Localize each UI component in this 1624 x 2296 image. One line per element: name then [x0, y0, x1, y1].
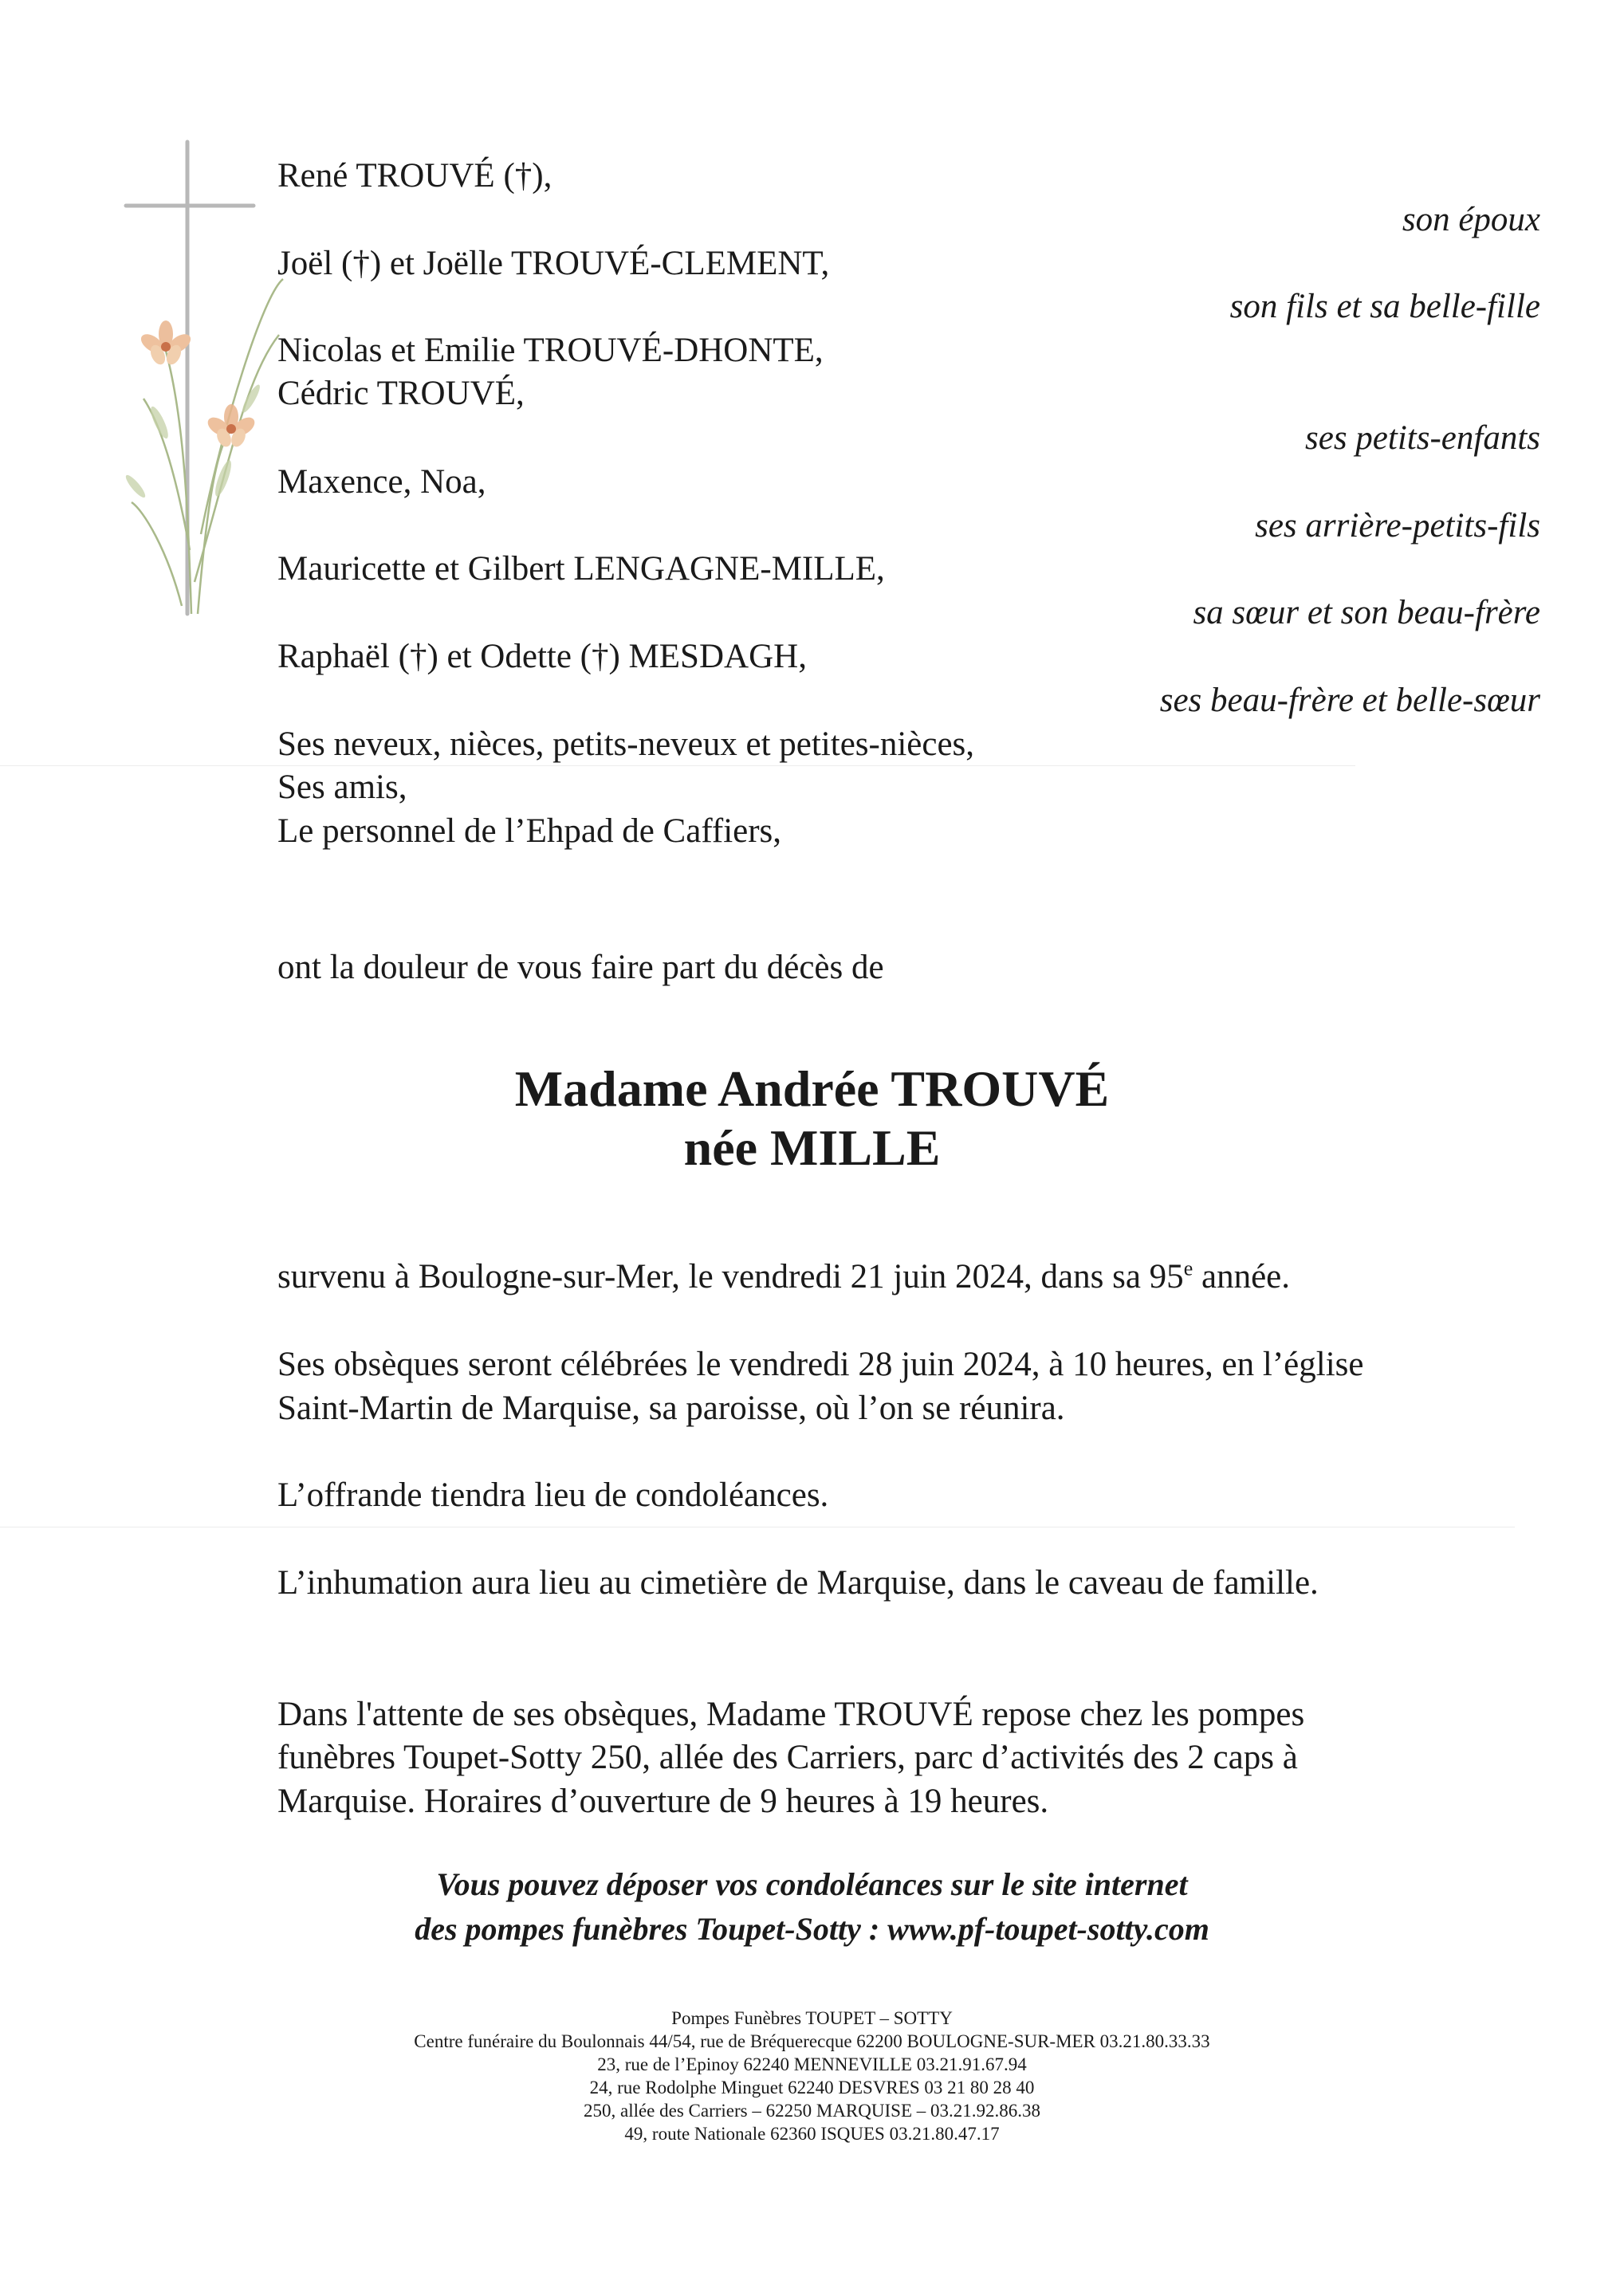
condolences-line: Vous pouvez déposer vos condoléances sur le site internet	[436, 1866, 1188, 1902]
relation-label: sa sœur et son beau-frère	[1193, 594, 1540, 631]
family-line: René TROUVÉ (†),	[277, 157, 552, 195]
deceased-name: Madame Andrée TROUVÉ	[514, 1060, 1110, 1117]
viewing-line: Dans l'attente de ses obsèques, Madame TROUVÉ repose chez les pompes	[277, 1696, 1305, 1733]
relation-label: son époux	[1402, 201, 1540, 238]
funeral-line: Saint-Martin de Marquise, sa paroisse, où l’on se réunira.	[277, 1390, 1065, 1427]
death-details	[277, 1255, 1290, 1299]
footer-company: Pompes Funèbres TOUPET – SOTTY	[671, 2008, 953, 2028]
footer-address: Centre funéraire du Boulonnais 44/54, rue de Bréquerecque 62200 BOULOGNE-SUR-MER 03.21.80.33.33	[414, 2031, 1210, 2051]
family-line: Ses amis,	[277, 769, 407, 806]
family-line: Mauricette et Gilbert LENGAGNE-MILLE,	[277, 550, 885, 588]
footer-address: 24, rue Rodolphe Minguet 62240 DESVRES 03 21 80 28 40	[589, 2078, 1035, 2097]
death-details-text: survenu à Boulogne-sur-Mer, le vendredi 21 juin 2024, dans sa 95	[277, 1258, 1184, 1295]
flower-icon	[205, 404, 258, 449]
family-line: Maxence, Noa,	[277, 463, 486, 501]
relation-label: ses beau-frère et belle-sœur	[1159, 682, 1540, 719]
footer-address: 23, rue de l’Epinoy 62240 MENNEVILLE 03.21.91.67.94	[597, 2054, 1027, 2074]
announcement-intro: ont la douleur de vous faire part du décès de	[277, 949, 884, 986]
viewing-line: Marquise. Horaires d’ouverture de 9 heures à 19 heures.	[277, 1783, 1049, 1820]
viewing-line: funèbres Toupet-Sotty 250, allée des Carriers, parc d’activités des 2 caps à	[277, 1739, 1298, 1776]
condolences-line: des pompes funèbres Toupet-Sotty : www.pf-toupet-sotty.com	[415, 1911, 1209, 1947]
family-line: Nicolas et Emilie TROUVÉ-DHONTE,	[277, 332, 824, 369]
ordinal-suffix: e	[1183, 1256, 1193, 1280]
family-line: Ses neveux, nièces, petits-neveux et petites-nièces,	[277, 725, 975, 763]
deceased-birth-name: née MILLE	[683, 1119, 941, 1176]
offering-notice: L’offrande tiendra lieu de condoléances.	[277, 1476, 829, 1514]
death-details-end: année.	[1193, 1258, 1290, 1295]
cross-flower-illustration	[112, 136, 295, 630]
cross-icon	[126, 142, 254, 614]
relation-label: son fils et sa belle-fille	[1229, 288, 1540, 325]
burial-notice: L’inhumation aura lieu au cimetière de Marquise, dans le caveau de famille.	[277, 1564, 1319, 1602]
family-line: Raphaël (†) et Odette (†) MESDAGH,	[277, 638, 807, 675]
family-line: Joël (†) et Joëlle TROUVÉ-CLEMENT,	[277, 245, 830, 282]
relation-label: ses petits-enfants	[1305, 419, 1540, 457]
family-line: Le personnel de l’Ehpad de Caffiers,	[277, 812, 782, 850]
family-line: Cédric TROUVÉ,	[277, 375, 525, 412]
funeral-line: Ses obsèques seront célébrées le vendredi 28 juin 2024, à 10 heures, en l’église	[277, 1346, 1364, 1383]
relation-label: ses arrière-petits-fils	[1255, 507, 1540, 545]
stems	[132, 279, 283, 614]
footer-address: 49, route Nationale 62360 ISQUES 03.21.80.47.17	[624, 2124, 1000, 2144]
footer-address: 250, allée des Carriers – 62250 MARQUISE – 03.21.92.86.38	[583, 2101, 1040, 2121]
